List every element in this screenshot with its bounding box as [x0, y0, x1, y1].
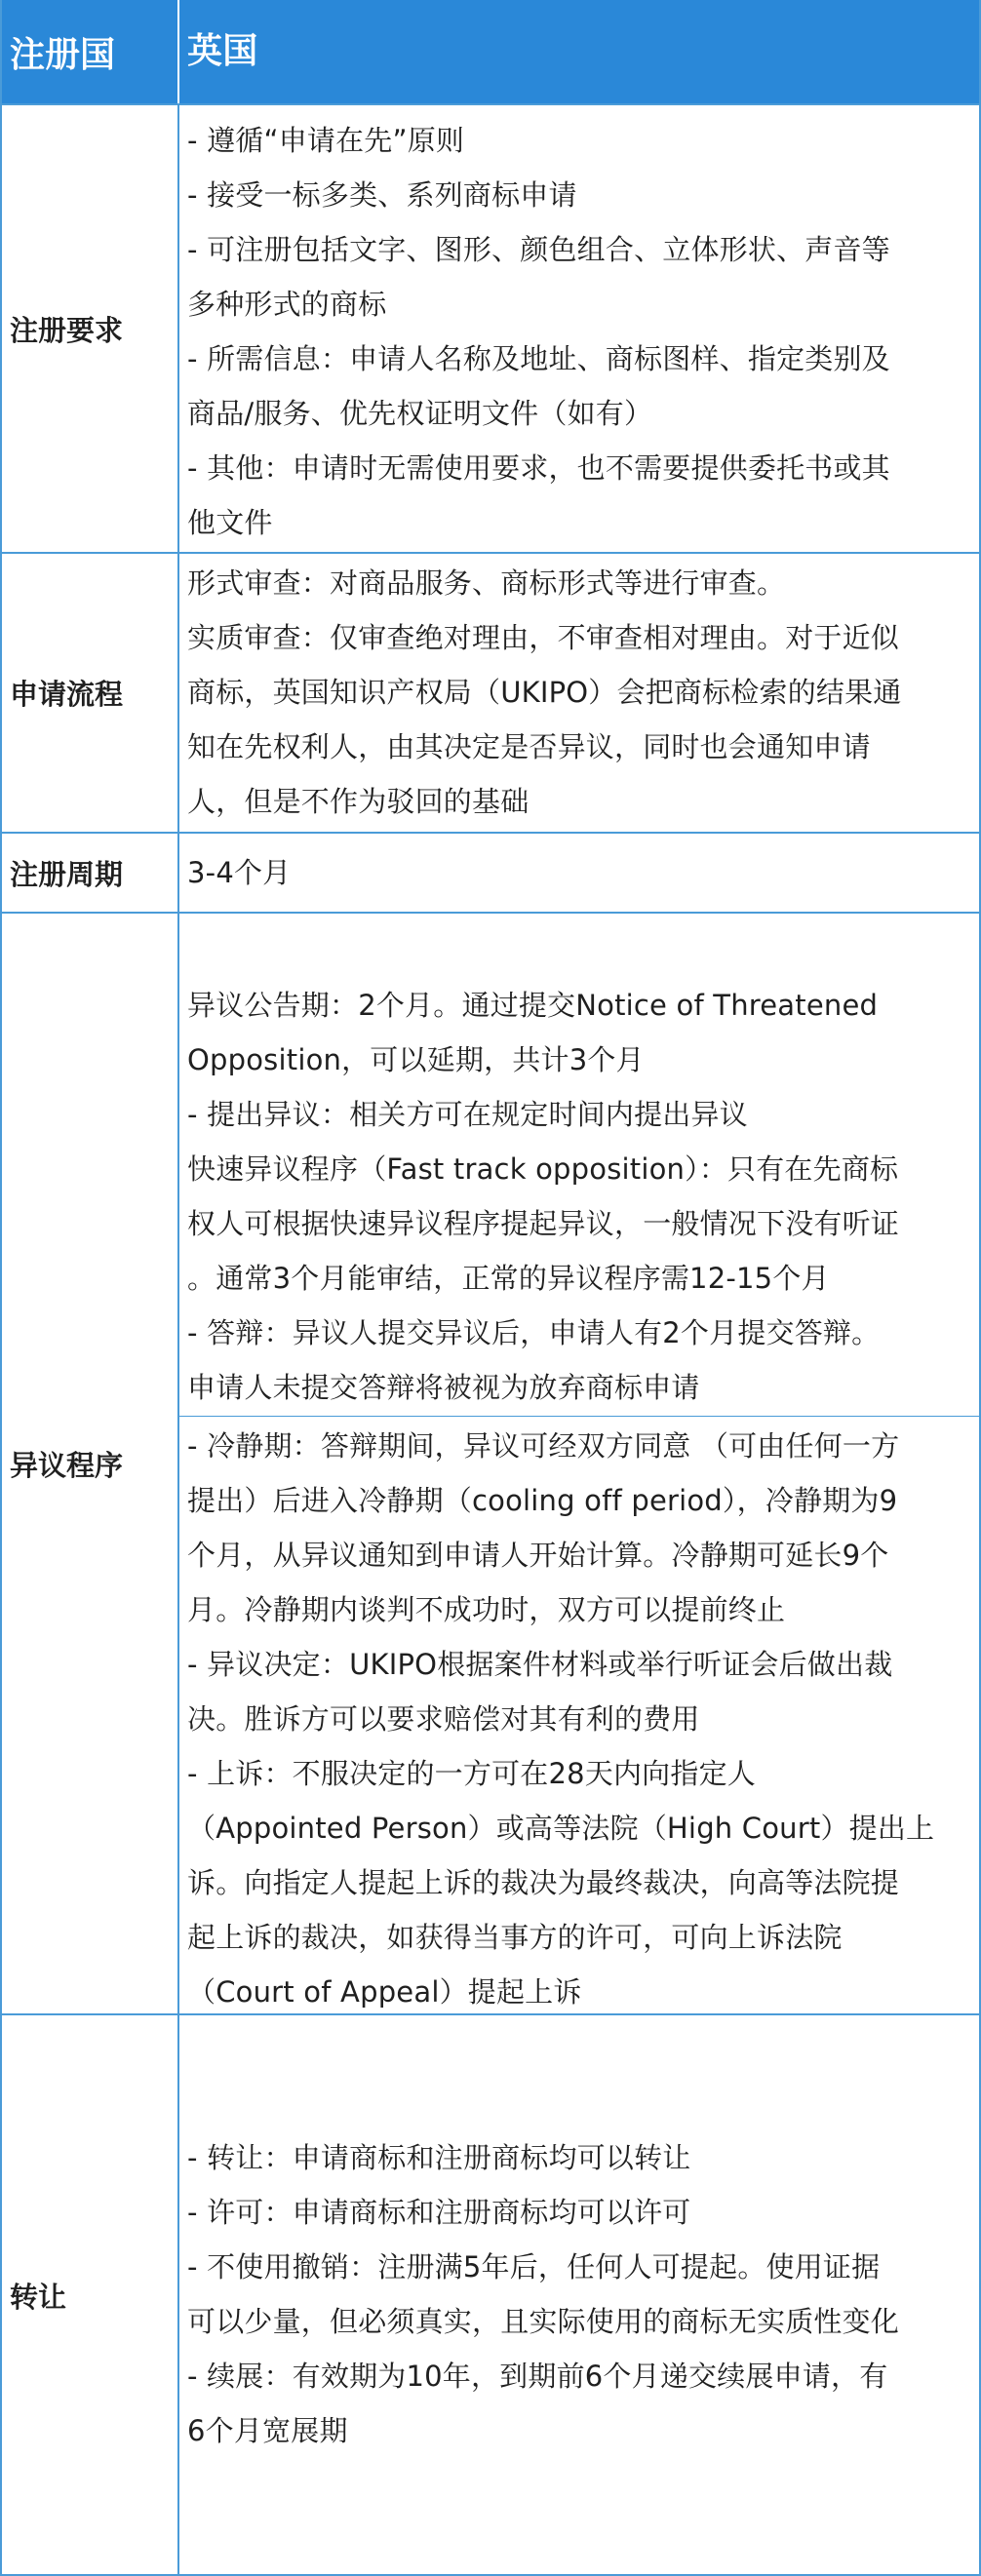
transfer-line-6: 6个月宽展期	[187, 2414, 348, 2447]
table-row-opposition	[2, 914, 979, 2015]
opposition-block-a	[187, 978, 973, 1415]
row-content-period	[179, 834, 979, 912]
period-line-1: 3-4个月	[187, 856, 292, 889]
opposition-b-line-3: 个月，从异议通知到申请人开始计算。冷静期可延长9个	[187, 1539, 889, 1572]
header-country-value: 英国	[187, 31, 258, 71]
opposition-sub-divider	[179, 1416, 979, 1417]
opposition-a-line-1: 异议公告期：2个月。通过提交Notice of Threatened	[187, 989, 879, 1022]
requirements-line-3: - 可注册包括文字、图形、颜色组合、立体形状、声音等	[187, 233, 890, 266]
row-content-opposition	[179, 914, 979, 2013]
table-row-process	[2, 554, 979, 834]
opposition-a-line-4: 快速异议程序（Fast track opposition）：只有在先商标	[187, 1152, 899, 1186]
requirements-line-6: 商品/服务、优先权证明文件（如有）	[187, 397, 653, 430]
row-label-period: 注册周期	[2, 834, 179, 912]
process-line-3: 商标，英国知识产权局（UKIPO）会把商标检索的结果通	[187, 676, 902, 709]
row-label-transfer: 转让	[2, 2015, 179, 2576]
opposition-b-line-10: 起上诉的裁决，如获得当事方的许可，可向上诉法院	[187, 1921, 843, 1954]
table-header-row	[2, 0, 979, 105]
opposition-b-line-1: - 冷静期：答辩期间，异议可经双方同意 （可由任何一方	[187, 1429, 900, 1463]
table-row-transfer	[2, 2015, 979, 2576]
requirements-line-4: 多种形式的商标	[187, 288, 387, 321]
opposition-b-line-9: 诉。向指定人提起上诉的裁决为最终裁决，向高等法院提	[187, 1866, 900, 1899]
row-label-process: 申请流程	[2, 554, 179, 832]
transfer-line-4: 可以少量，但必须真实，且实际使用的商标无实质性变化	[187, 2305, 900, 2338]
opposition-b-line-4: 月。冷静期内谈判不成功时，双方可以提前终止	[187, 1593, 786, 1626]
opposition-a-line-8: 申请人未提交答辩将被视为放弃商标申请	[187, 1371, 700, 1404]
table-row-period	[2, 834, 979, 914]
process-line-5: 人，但是不作为驳回的基础	[187, 785, 530, 818]
process-line-1: 形式审查：对商品服务、商标形式等进行审查。	[187, 566, 786, 600]
opposition-block-b	[187, 1419, 973, 2019]
process-line-2: 实质审查：仅审查绝对理由，不审查相对理由。对于近似	[187, 621, 900, 654]
opposition-b-line-8: （Appointed Person）或高等法院（High Court）提出上	[187, 1812, 935, 1845]
opposition-a-line-6: 。通常3个月能审结，正常的异议程序需12-15个月	[187, 1262, 830, 1295]
header-country-label: 注册国	[2, 0, 179, 103]
row-content-transfer	[179, 2015, 979, 2576]
opposition-b-line-2: 提出）后进入冷静期（cooling off period），冷静期为9	[187, 1484, 898, 1517]
opposition-a-line-5: 权人可根据快速异议程序提起异议，一般情况下没有听证	[187, 1207, 900, 1240]
opposition-b-line-6: 决。胜诉方可以要求赔偿对其有利的费用	[187, 1702, 700, 1736]
transfer-line-3: - 不使用撤销：注册满5年后，任何人可提起。使用证据	[187, 2250, 881, 2283]
opposition-a-line-3: - 提出异议：相关方可在规定时间内提出异议	[187, 1098, 748, 1131]
opposition-a-line-2: Opposition，可以延期，共计3个月	[187, 1043, 645, 1076]
row-content-requirements	[179, 105, 979, 552]
opposition-b-line-7: - 上诉：不服决定的一方可在28天内向指定人	[187, 1757, 756, 1790]
transfer-line-5: - 续展：有效期为10年，到期前6个月递交续展申请，有	[187, 2360, 888, 2393]
requirements-line-2: - 接受一标多类、系列商标申请	[187, 178, 577, 212]
process-line-4: 知在先权利人，由其决定是否异议，同时也会通知申请	[187, 730, 871, 763]
opposition-a-line-7: - 答辩：异议人提交异议后，申请人有2个月提交答辩。	[187, 1316, 881, 1349]
requirements-line-1: - 遵循“申请在先”原则	[187, 124, 465, 157]
row-label-opposition: 异议程序	[2, 914, 179, 2013]
opposition-b-line-11: （Court of Appeal）提起上诉	[187, 1975, 582, 2009]
requirements-line-5: - 所需信息：申请人名称及地址、商标图样、指定类别及	[187, 342, 890, 375]
transfer-line-1: - 转让：申请商标和注册商标均可以转让	[187, 2141, 691, 2174]
row-label-requirements: 注册要求	[2, 105, 179, 552]
requirements-line-7: - 其他：申请时无需使用要求，也不需要提供委托书或其	[187, 451, 890, 485]
row-content-process	[179, 554, 979, 832]
transfer-line-2: - 许可：申请商标和注册商标均可以许可	[187, 2196, 691, 2229]
table-row-requirements	[2, 105, 979, 554]
transfer-block	[187, 2130, 973, 2458]
opposition-b-line-5: - 异议决定：UKIPO根据案件材料或举行听证会后做出裁	[187, 1648, 893, 1681]
requirements-line-8: 他文件	[187, 506, 273, 539]
